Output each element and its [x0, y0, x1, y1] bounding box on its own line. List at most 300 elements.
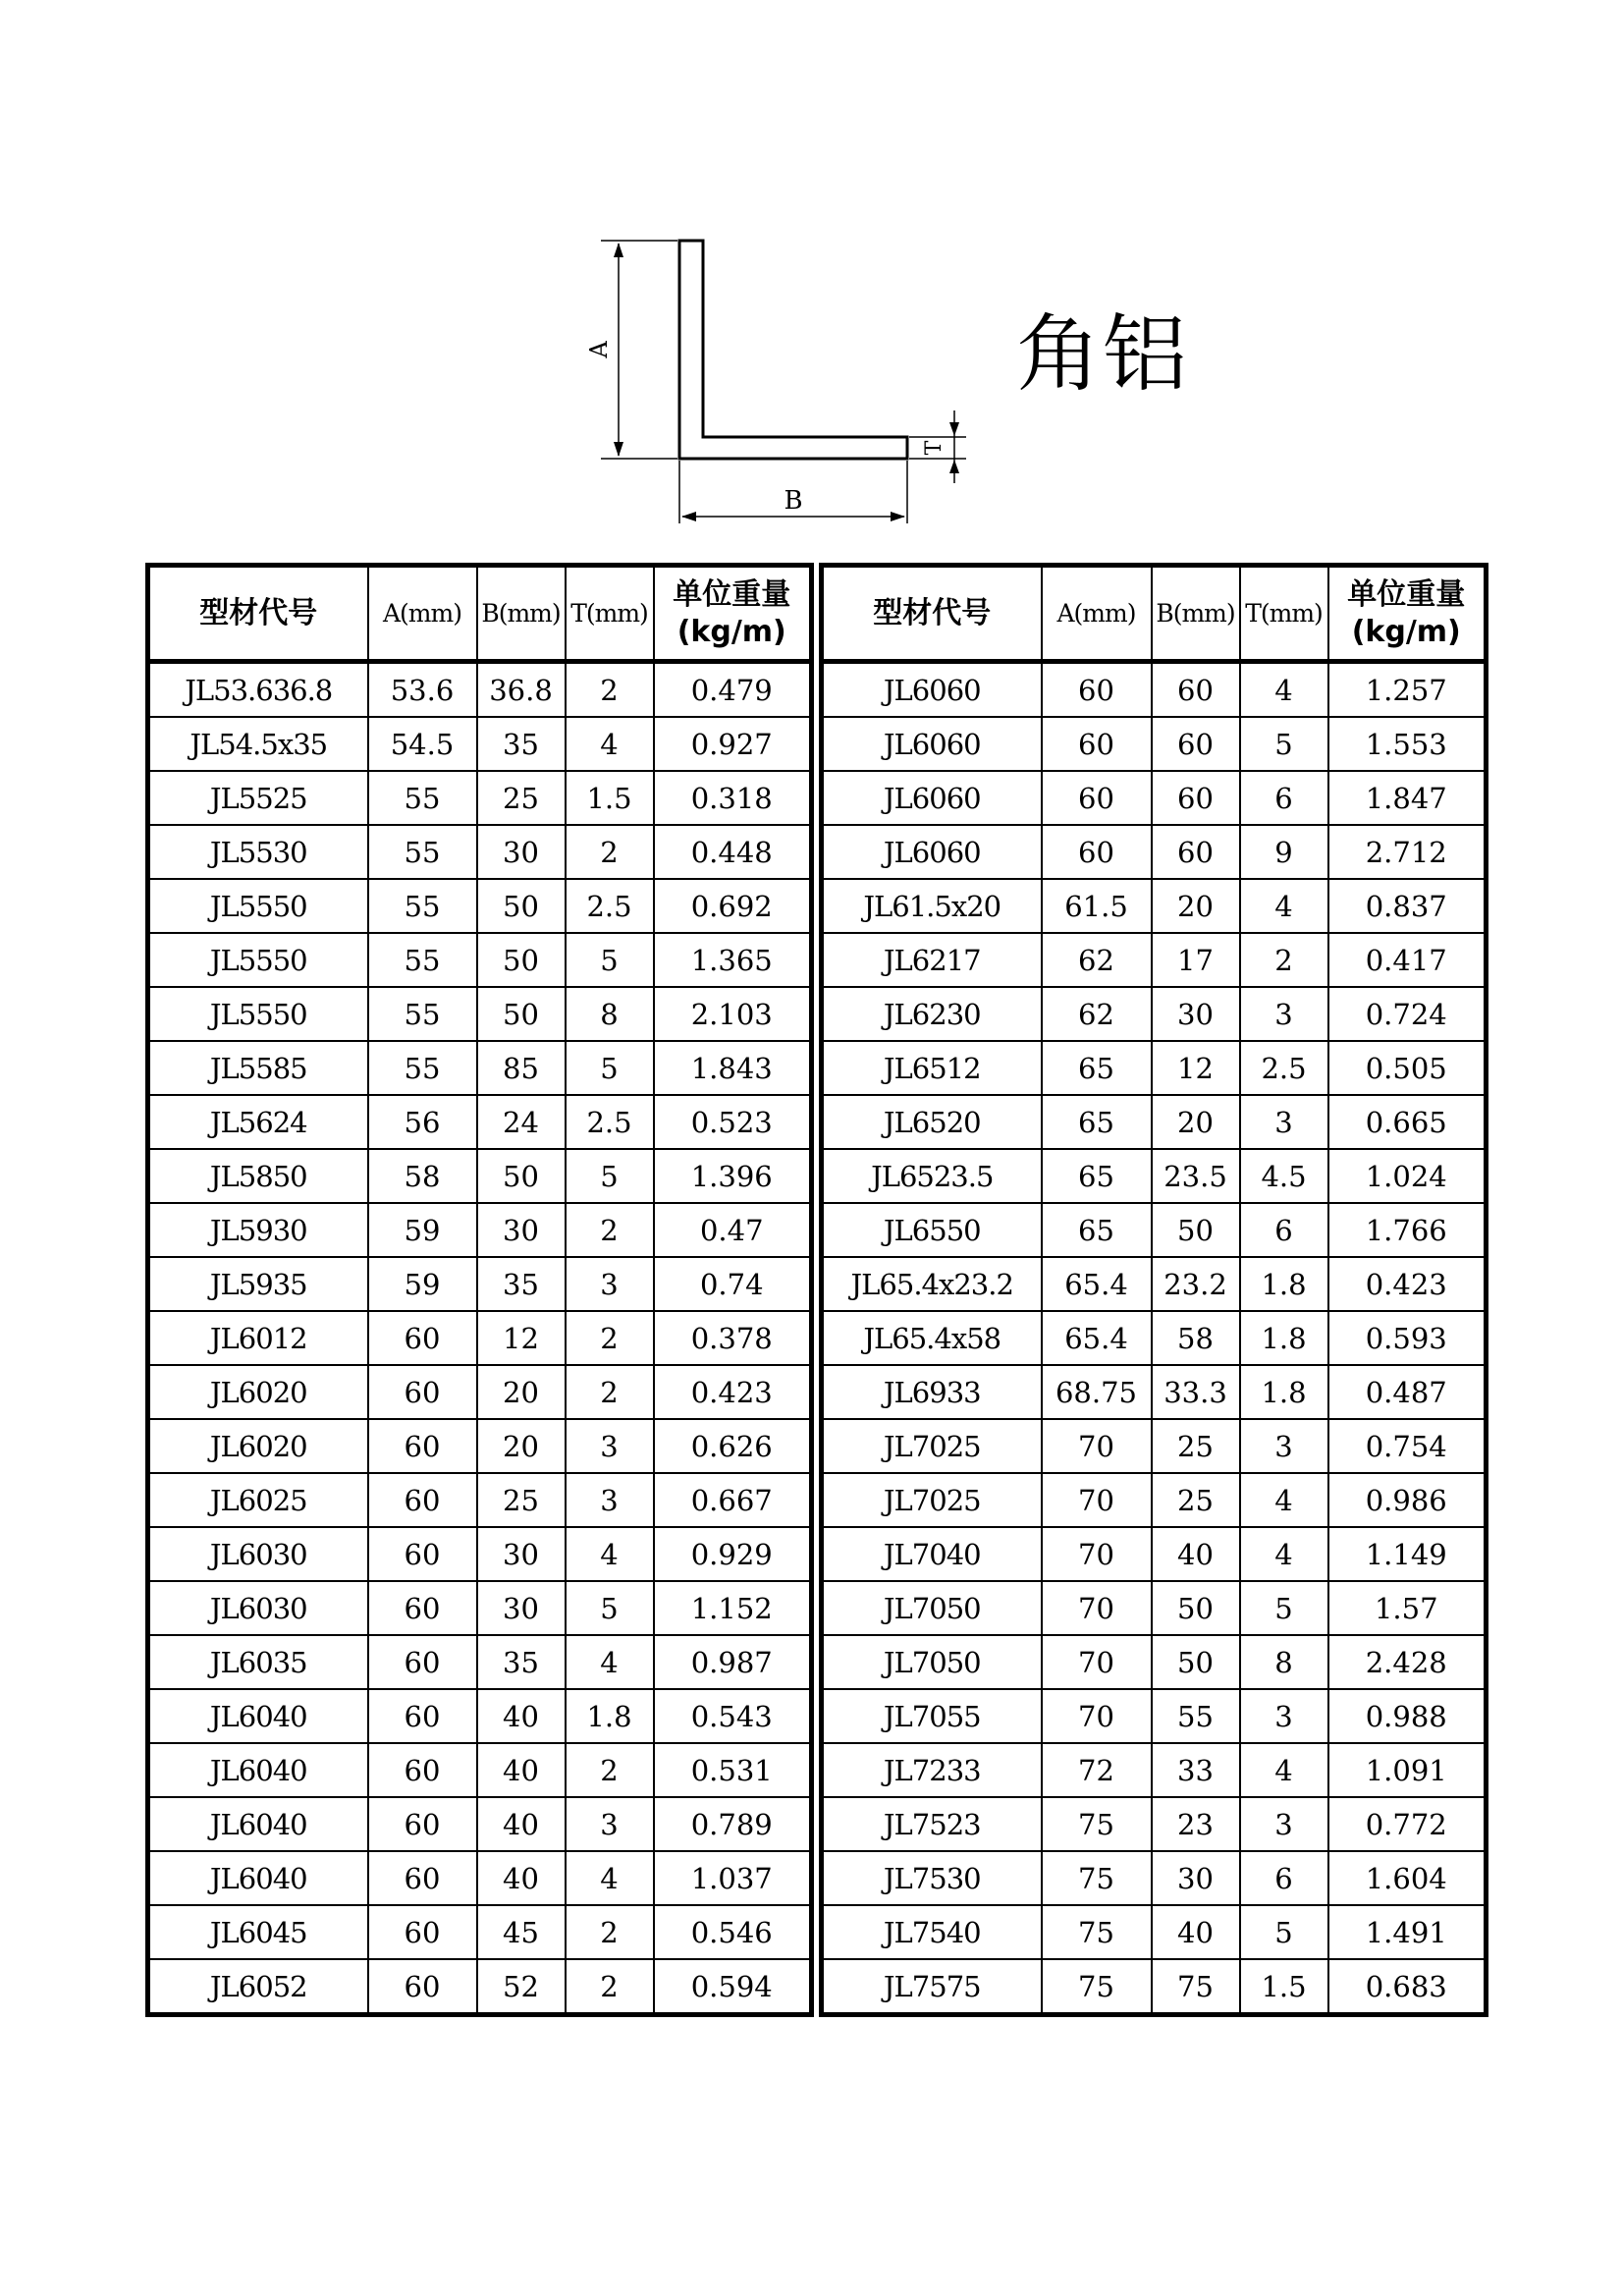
column-header-t: T(mm) [566, 566, 654, 662]
cell-code: JL7025 [822, 1473, 1042, 1527]
table-row [148, 771, 812, 825]
cell-code: JL7040 [822, 1527, 1042, 1581]
cell-t: 4 [1240, 662, 1328, 718]
cell-a: 75 [1042, 1797, 1152, 1851]
column-header-weight [1328, 566, 1487, 662]
table-row [822, 1743, 1487, 1797]
cell-code: JL6020 [148, 1419, 368, 1473]
cell-b: 60 [1152, 771, 1240, 825]
cell-a: 55 [368, 1041, 477, 1095]
table-row [148, 1527, 812, 1581]
dim-t-label: T [922, 440, 947, 456]
cell-b: 25 [1152, 1473, 1240, 1527]
table-row [822, 1905, 1487, 1959]
cell-code: JL7050 [822, 1581, 1042, 1635]
cell-a: 54.5 [368, 717, 477, 771]
cell-code: JL6040 [148, 1689, 368, 1743]
table-row [148, 1365, 812, 1419]
cell-a: 72 [1042, 1743, 1152, 1797]
cell-a: 55 [368, 933, 477, 987]
cell-weight: 1.847 [1328, 771, 1487, 825]
cell-b: 50 [477, 1149, 566, 1203]
cell-weight: 0.593 [1328, 1311, 1487, 1365]
cell-code: JL6520 [822, 1095, 1042, 1149]
cell-b: 35 [477, 717, 566, 771]
cell-code: JL6512 [822, 1041, 1042, 1095]
cell-code: JL6550 [822, 1203, 1042, 1257]
cell-t: 3 [566, 1473, 654, 1527]
cell-a: 62 [1042, 987, 1152, 1041]
cell-code: JL6052 [148, 1959, 368, 2015]
table-body [822, 662, 1487, 2015]
cell-weight: 1.091 [1328, 1743, 1487, 1797]
cell-t: 4.5 [1240, 1149, 1328, 1203]
cell-code: JL6040 [148, 1797, 368, 1851]
dim-a-arrow-top [614, 243, 623, 257]
cell-a: 70 [1042, 1419, 1152, 1473]
table-row [822, 1419, 1487, 1473]
table-row [822, 717, 1487, 771]
cell-a: 70 [1042, 1581, 1152, 1635]
table-row [148, 1797, 812, 1851]
table-row [822, 1257, 1487, 1311]
cell-code: JL7055 [822, 1689, 1042, 1743]
dim-b-label: B [784, 486, 803, 516]
cell-weight: 1.257 [1328, 662, 1487, 718]
dim-b-arrow-right [891, 512, 905, 521]
cell-weight: 0.47 [654, 1203, 812, 1257]
dim-a-label: A [585, 341, 613, 358]
cell-b: 30 [1152, 987, 1240, 1041]
cell-code: JL53.636.8 [148, 662, 368, 718]
cell-weight: 1.149 [1328, 1527, 1487, 1581]
cell-t: 4 [1240, 1527, 1328, 1581]
cell-t: 3 [1240, 1689, 1328, 1743]
cell-code: JL5624 [148, 1095, 368, 1149]
cell-b: 75 [1152, 1959, 1240, 2015]
cell-weight: 2.428 [1328, 1635, 1487, 1689]
cell-b: 23.2 [1152, 1257, 1240, 1311]
cell-b: 40 [477, 1743, 566, 1797]
cell-code: JL6060 [822, 771, 1042, 825]
cell-weight: 0.927 [654, 717, 812, 771]
column-header-a: A(mm) [1042, 566, 1152, 662]
cell-b: 20 [477, 1365, 566, 1419]
cell-a: 65.4 [1042, 1311, 1152, 1365]
cell-b: 20 [1152, 1095, 1240, 1149]
column-header-weight-unit: (kg/m) [1351, 614, 1461, 649]
spec-table-right [819, 563, 1488, 2017]
cell-code: JL6060 [822, 825, 1042, 879]
cell-t: 3 [1240, 987, 1328, 1041]
column-header-b: B(mm) [477, 566, 566, 662]
cell-code: JL7540 [822, 1905, 1042, 1959]
cell-b: 35 [477, 1257, 566, 1311]
cell-weight: 0.665 [1328, 1095, 1487, 1149]
cell-b: 25 [1152, 1419, 1240, 1473]
cell-code: JL6230 [822, 987, 1042, 1041]
cell-weight: 0.667 [654, 1473, 812, 1527]
cell-a: 60 [1042, 825, 1152, 879]
cell-a: 60 [368, 1635, 477, 1689]
cell-b: 25 [477, 1473, 566, 1527]
dim-t-arrow-top [949, 422, 959, 436]
cell-b: 60 [1152, 825, 1240, 879]
cell-a: 75 [1042, 1905, 1152, 1959]
cell-weight: 1.604 [1328, 1851, 1487, 1905]
table-row [822, 1473, 1487, 1527]
table-row [148, 1473, 812, 1527]
cell-b: 50 [1152, 1581, 1240, 1635]
cell-t: 3 [1240, 1419, 1328, 1473]
cell-code: JL65.4x58 [822, 1311, 1042, 1365]
table-row [822, 1095, 1487, 1149]
cell-weight: 0.423 [654, 1365, 812, 1419]
cell-b: 17 [1152, 933, 1240, 987]
cell-weight: 0.378 [654, 1311, 812, 1365]
cell-b: 40 [477, 1689, 566, 1743]
cell-t: 5 [1240, 1581, 1328, 1635]
cell-a: 65 [1042, 1041, 1152, 1095]
table-row [822, 825, 1487, 879]
cell-weight: 0.423 [1328, 1257, 1487, 1311]
table-row [822, 1311, 1487, 1365]
column-header-weight-unit: (kg/m) [676, 614, 786, 649]
table-row [148, 1905, 812, 1959]
cell-code: JL7025 [822, 1419, 1042, 1473]
column-header-weight-label: 单位重量 [673, 577, 791, 612]
table-row [822, 1365, 1487, 1419]
cell-a: 70 [1042, 1527, 1152, 1581]
cell-a: 65 [1042, 1203, 1152, 1257]
cell-code: JL6060 [822, 717, 1042, 771]
cell-weight: 0.837 [1328, 879, 1487, 933]
table-row [148, 1041, 812, 1095]
table-row [822, 987, 1487, 1041]
cell-weight: 0.594 [654, 1959, 812, 2015]
cell-code: JL7050 [822, 1635, 1042, 1689]
cell-weight: 2.103 [654, 987, 812, 1041]
cell-a: 62 [1042, 933, 1152, 987]
table-row [148, 987, 812, 1041]
cell-code: JL6933 [822, 1365, 1042, 1419]
column-header-b: B(mm) [1152, 566, 1240, 662]
cell-t: 4 [566, 717, 654, 771]
cell-a: 60 [1042, 717, 1152, 771]
table-row [148, 1419, 812, 1473]
cell-a: 59 [368, 1257, 477, 1311]
cell-b: 30 [477, 1581, 566, 1635]
cell-weight: 0.692 [654, 879, 812, 933]
cell-b: 20 [1152, 879, 1240, 933]
cell-weight: 0.318 [654, 771, 812, 825]
cell-weight: 0.754 [1328, 1419, 1487, 1473]
table-row [822, 1203, 1487, 1257]
table-row [822, 879, 1487, 933]
table-row [148, 1689, 812, 1743]
table-row [148, 1257, 812, 1311]
cell-b: 55 [1152, 1689, 1240, 1743]
table-row [148, 1311, 812, 1365]
cell-t: 2.5 [566, 879, 654, 933]
cell-b: 50 [1152, 1635, 1240, 1689]
table-row [148, 879, 812, 933]
cell-code: JL5530 [148, 825, 368, 879]
cell-t: 5 [566, 1149, 654, 1203]
cell-t: 2 [566, 1203, 654, 1257]
cell-code: JL6217 [822, 933, 1042, 987]
cell-t: 4 [1240, 1743, 1328, 1797]
table-row [822, 1581, 1487, 1635]
cell-a: 60 [368, 1581, 477, 1635]
cell-code: JL6523.5 [822, 1149, 1042, 1203]
cell-b: 50 [477, 987, 566, 1041]
cell-b: 36.8 [477, 662, 566, 718]
cell-a: 75 [1042, 1851, 1152, 1905]
cell-t: 1.5 [566, 771, 654, 825]
cell-a: 60 [368, 1527, 477, 1581]
cell-t: 2.5 [1240, 1041, 1328, 1095]
cell-t: 5 [566, 933, 654, 987]
cell-a: 58 [368, 1149, 477, 1203]
cell-weight: 1.037 [654, 1851, 812, 1905]
cell-a: 60 [368, 1473, 477, 1527]
cell-code: JL6025 [148, 1473, 368, 1527]
cell-code: JL7523 [822, 1797, 1042, 1851]
cell-weight: 1.553 [1328, 717, 1487, 771]
cell-code: JL65.4x23.2 [822, 1257, 1042, 1311]
cell-a: 68.75 [1042, 1365, 1152, 1419]
cell-b: 12 [477, 1311, 566, 1365]
cell-t: 1.8 [566, 1689, 654, 1743]
cell-b: 85 [477, 1041, 566, 1095]
cell-t: 3 [566, 1797, 654, 1851]
cell-code: JL5935 [148, 1257, 368, 1311]
cell-t: 2 [566, 1311, 654, 1365]
table-row [822, 771, 1487, 825]
cell-b: 52 [477, 1959, 566, 2015]
cell-t: 5 [1240, 717, 1328, 771]
cell-b: 30 [1152, 1851, 1240, 1905]
cell-t: 6 [1240, 1851, 1328, 1905]
cell-t: 8 [566, 987, 654, 1041]
cell-code: JL6060 [822, 662, 1042, 718]
table-header-row [148, 566, 812, 662]
cell-t: 1.8 [1240, 1365, 1328, 1419]
cell-t: 4 [566, 1851, 654, 1905]
cell-a: 56 [368, 1095, 477, 1149]
cell-b: 58 [1152, 1311, 1240, 1365]
spec-table-left [145, 563, 814, 2017]
cell-weight: 0.448 [654, 825, 812, 879]
cell-weight: 2.712 [1328, 825, 1487, 879]
column-header-t: T(mm) [1240, 566, 1328, 662]
cell-t: 2 [566, 1905, 654, 1959]
cell-t: 1.5 [1240, 1959, 1328, 2015]
cell-t: 1.8 [1240, 1311, 1328, 1365]
cell-code: JL6040 [148, 1851, 368, 1905]
cell-code: JL5525 [148, 771, 368, 825]
cell-weight: 1.766 [1328, 1203, 1487, 1257]
cell-weight: 0.724 [1328, 987, 1487, 1041]
table-row [148, 1851, 812, 1905]
cell-code: JL6030 [148, 1581, 368, 1635]
column-header-code: 型材代号 [822, 566, 1042, 662]
cell-t: 5 [1240, 1905, 1328, 1959]
cell-code: JL7575 [822, 1959, 1042, 2015]
cell-a: 60 [368, 1797, 477, 1851]
cell-b: 60 [1152, 662, 1240, 718]
cell-b: 50 [477, 933, 566, 987]
cell-code: JL54.5x35 [148, 717, 368, 771]
table-row [822, 1959, 1487, 2015]
cell-b: 30 [477, 1203, 566, 1257]
cell-weight: 0.626 [654, 1419, 812, 1473]
cell-a: 60 [368, 1365, 477, 1419]
cell-code: JL6040 [148, 1743, 368, 1797]
cell-a: 70 [1042, 1473, 1152, 1527]
cell-weight: 1.152 [654, 1581, 812, 1635]
cell-weight: 1.57 [1328, 1581, 1487, 1635]
cell-code: JL6030 [148, 1527, 368, 1581]
column-header-weight-label: 单位重量 [1347, 577, 1466, 612]
cell-t: 4 [566, 1635, 654, 1689]
cell-b: 45 [477, 1905, 566, 1959]
cell-a: 70 [1042, 1635, 1152, 1689]
cell-weight: 0.523 [654, 1095, 812, 1149]
cell-weight: 0.929 [654, 1527, 812, 1581]
cell-b: 30 [477, 1527, 566, 1581]
table-row [822, 1635, 1487, 1689]
cell-weight: 0.772 [1328, 1797, 1487, 1851]
cell-code: JL6035 [148, 1635, 368, 1689]
cell-code: JL5550 [148, 987, 368, 1041]
cell-b: 30 [477, 825, 566, 879]
cell-t: 5 [566, 1581, 654, 1635]
cell-a: 55 [368, 771, 477, 825]
cell-weight: 1.396 [654, 1149, 812, 1203]
cell-code: JL6045 [148, 1905, 368, 1959]
cell-a: 55 [368, 825, 477, 879]
dim-b-arrow-left [681, 512, 696, 521]
cell-a: 60 [1042, 771, 1152, 825]
cell-code: JL5585 [148, 1041, 368, 1095]
table-row [822, 662, 1487, 718]
cell-t: 2 [566, 1743, 654, 1797]
angle-profile-shape [679, 241, 907, 459]
cell-b: 20 [477, 1419, 566, 1473]
cell-b: 23 [1152, 1797, 1240, 1851]
cell-t: 3 [1240, 1797, 1328, 1851]
cell-b: 12 [1152, 1041, 1240, 1095]
table-row [148, 1743, 812, 1797]
cell-code: JL6020 [148, 1365, 368, 1419]
table-row [148, 933, 812, 987]
cell-weight: 1.843 [654, 1041, 812, 1095]
cell-t: 2.5 [566, 1095, 654, 1149]
cell-weight: 0.479 [654, 662, 812, 718]
cell-weight: 0.505 [1328, 1041, 1487, 1095]
table-row [822, 1041, 1487, 1095]
cell-code: JL5550 [148, 879, 368, 933]
cell-a: 65 [1042, 1149, 1152, 1203]
cell-weight: 0.789 [654, 1797, 812, 1851]
cell-a: 55 [368, 987, 477, 1041]
table-row [148, 1635, 812, 1689]
cell-weight: 0.543 [654, 1689, 812, 1743]
table-row [822, 933, 1487, 987]
cell-weight: 0.74 [654, 1257, 812, 1311]
cell-b: 40 [477, 1797, 566, 1851]
cell-a: 61.5 [1042, 879, 1152, 933]
cell-t: 2 [566, 662, 654, 718]
cell-t: 5 [566, 1041, 654, 1095]
cell-weight: 0.986 [1328, 1473, 1487, 1527]
cell-weight: 0.683 [1328, 1959, 1487, 2015]
cell-t: 8 [1240, 1635, 1328, 1689]
cell-code: JL5850 [148, 1149, 368, 1203]
cell-weight: 0.988 [1328, 1689, 1487, 1743]
cell-weight: 0.987 [654, 1635, 812, 1689]
cell-a: 60 [1042, 662, 1152, 718]
cell-weight: 1.365 [654, 933, 812, 987]
cell-weight: 0.546 [654, 1905, 812, 1959]
cell-a: 60 [368, 1959, 477, 2015]
cell-weight: 1.491 [1328, 1905, 1487, 1959]
cell-code: JL5550 [148, 933, 368, 987]
cell-t: 2 [1240, 933, 1328, 987]
cell-t: 1.8 [1240, 1257, 1328, 1311]
column-header-weight [654, 566, 812, 662]
cell-a: 60 [368, 1311, 477, 1365]
cell-t: 3 [566, 1419, 654, 1473]
cell-a: 75 [1042, 1959, 1152, 2015]
cell-code: JL7530 [822, 1851, 1042, 1905]
table-row [822, 1527, 1487, 1581]
cell-a: 60 [368, 1689, 477, 1743]
cell-code: JL7233 [822, 1743, 1042, 1797]
cell-b: 23.5 [1152, 1149, 1240, 1203]
cell-t: 2 [566, 825, 654, 879]
cell-a: 60 [368, 1905, 477, 1959]
cell-weight: 1.024 [1328, 1149, 1487, 1203]
cell-t: 2 [566, 1959, 654, 2015]
cell-b: 24 [477, 1095, 566, 1149]
cell-a: 60 [368, 1851, 477, 1905]
cell-code: JL6012 [148, 1311, 368, 1365]
table-row [148, 1149, 812, 1203]
column-header-a: A(mm) [368, 566, 477, 662]
cell-t: 2 [566, 1365, 654, 1419]
table-row [822, 1149, 1487, 1203]
cell-t: 4 [1240, 1473, 1328, 1527]
cell-b: 60 [1152, 717, 1240, 771]
table-row [148, 1203, 812, 1257]
page-title: 角铝 [1016, 305, 1189, 404]
cell-t: 9 [1240, 825, 1328, 879]
column-header-code: 型材代号 [148, 566, 368, 662]
cell-weight: 0.531 [654, 1743, 812, 1797]
cell-b: 33.3 [1152, 1365, 1240, 1419]
cell-a: 65.4 [1042, 1257, 1152, 1311]
cell-a: 60 [368, 1743, 477, 1797]
cell-b: 40 [1152, 1527, 1240, 1581]
cell-code: JL5930 [148, 1203, 368, 1257]
angle-profile-diagram [0, 0, 1623, 550]
table-row [148, 825, 812, 879]
table-header-row [822, 566, 1487, 662]
cell-t: 6 [1240, 771, 1328, 825]
